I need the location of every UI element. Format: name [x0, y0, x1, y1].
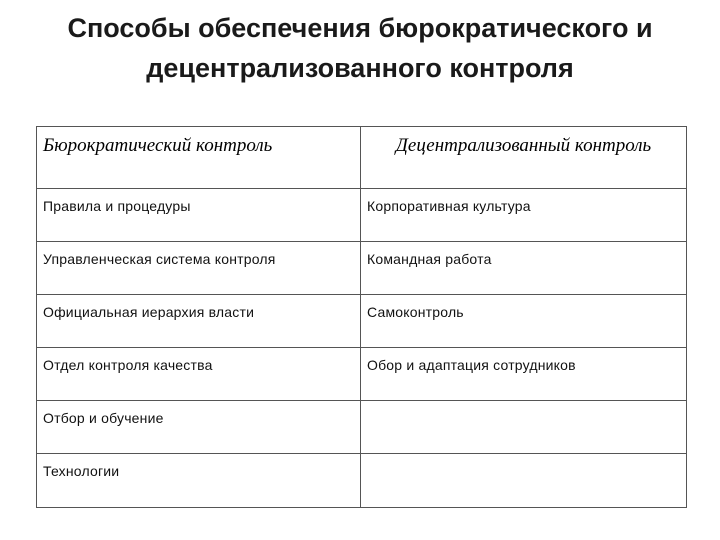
header-bureaucratic-control: Бюрократический контроль: [37, 127, 361, 189]
slide-title-line-2: децентрализованного контроля: [146, 53, 574, 83]
table-cell-bureaucratic: Управленческая система контроля: [37, 242, 361, 295]
header-decentralized-control: Децентрализованный контроль: [361, 127, 687, 189]
table-cell-bureaucratic: Технологии: [37, 454, 361, 508]
comparison-table: [36, 126, 687, 508]
table-cell-bureaucratic: Официальная иерархия власти: [37, 295, 361, 348]
table-row: [37, 348, 687, 401]
slide-title-line-1: Способы обеспечения бюрократического и: [67, 13, 653, 43]
table-cell-bureaucratic: Правила и процедуры: [37, 189, 361, 242]
table-cell-decentralized: [361, 401, 687, 454]
table-row: [37, 242, 687, 295]
table-row: [37, 401, 687, 454]
table-cell-decentralized: Самоконтроль: [361, 295, 687, 348]
table-cell-bureaucratic: Отбор и обучение: [37, 401, 361, 454]
table-cell-decentralized: Корпоративная культура: [361, 189, 687, 242]
table-cell-bureaucratic: Отдел контроля качества: [37, 348, 361, 401]
table-cell-decentralized: Обор и адаптация сотрудников: [361, 348, 687, 401]
table-cell-decentralized: [361, 454, 687, 508]
table-row: [37, 295, 687, 348]
table-header-row: [37, 127, 687, 189]
table-row: [37, 189, 687, 242]
table-cell-decentralized: Командная работа: [361, 242, 687, 295]
slide-title: [0, 8, 720, 88]
table-row: [37, 454, 687, 508]
